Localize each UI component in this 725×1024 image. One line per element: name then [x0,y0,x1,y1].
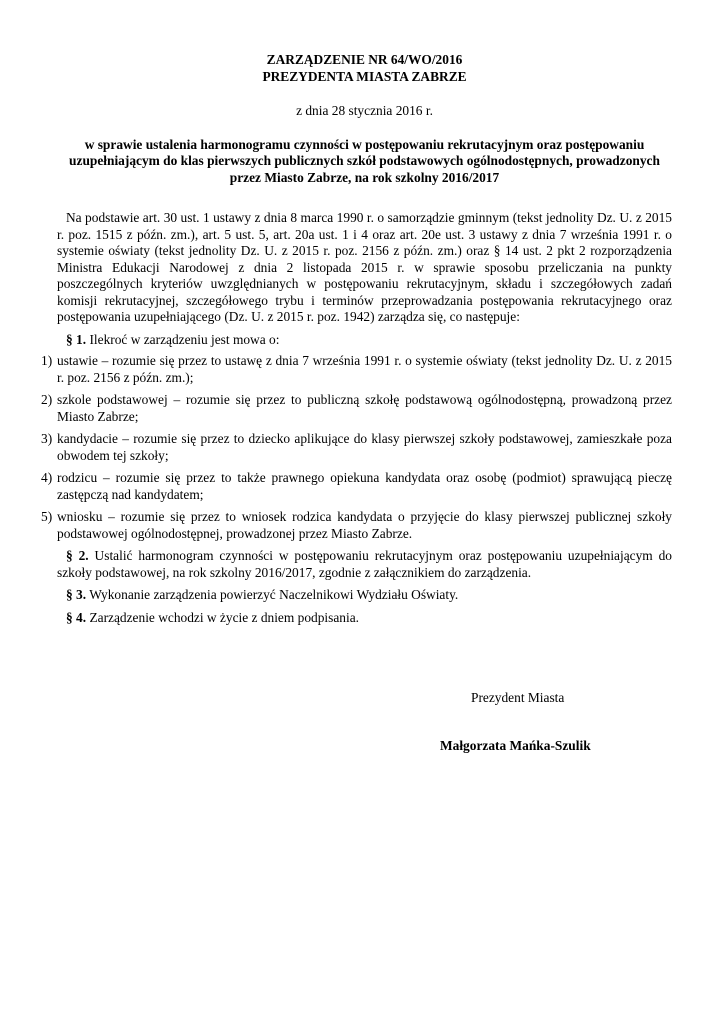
section-4-text: Zarządzenie wchodzi w życie z dniem podpisania. [86,609,359,625]
list-item-text: szkole podstawowej – rozumie się przez to publiczną szkołę podstawową ogólnodostępną, prowadzoną przez Miasto Zabrze; [57,392,672,424]
section-3-label: § 3. [66,587,87,602]
ordinance-number: ZARZĄDZENIE NR 64/WO/2016 [266,52,463,67]
section-2-text: Ustalić harmonogram czynności w postępowaniu rekrutacyjnym oraz postępowaniu uzupełniającym do szkoły podstawowej, na rok szkolny 2016/2017, zgodnie z załącznikiem do zarządzenia. [57,548,673,580]
section-4-label: § 4. [66,609,87,625]
list-item-text: wniosku – rozumie się przez to wniosek rodzica kandydata o przyjęcie do klasy pierwszej publicznej szkoły podstawowej ogólnodostępnej, prowadzonej przez Miasto Zabrze. [57,509,672,541]
document-body [41,52,673,626]
list-item-number: 1) [41,353,53,368]
section-1 [57,332,672,349]
signatory-name: Małgorzata Mańka-Szulik [440,738,591,753]
list-item-number: 5) [41,509,53,524]
document-header [57,52,672,120]
section-3-text: Wykonanie zarządzenia powierzyć Naczelnikowi Wydziału Oświaty. [86,587,459,602]
list-item [41,392,672,425]
list-item-number: 2) [41,392,53,407]
list-item [41,353,672,386]
section-1-text: Ilekroć w zarządzeniu jest mowa o: [86,331,280,347]
list-item-number: 4) [41,470,53,485]
list-item-number: 3) [41,431,53,446]
section-2 [57,548,672,581]
section-4 [57,610,672,627]
list-item [41,470,672,503]
list-item-text: ustawie – rozumie się przez to ustawę z dnia 7 września 1991 r. o systemie oświaty (tekst jednolity Dz. U. z 2015 r. poz. 2156 z późn. zm.); [57,353,672,385]
signatory-role: Prezydent Miasta [471,690,565,705]
list-item [41,509,672,542]
list-item [41,431,672,464]
definitions-list [41,353,672,542]
section-3 [57,587,672,604]
preamble: Na podstawie art. 30 ust. 1 ustawy z dnia 8 marca 1990 r. o samorządzie gminnym (tekst jednolity Dz. U. z 2015 r. poz. 1515 z późn. zm.), art. 5 ust. 5, art. 20a ust. 1 i 4 oraz art. 20e ust. 3 ustawy z dnia 7 września 1991 r. o systemie oświaty (tekst jednolity Dz. U. z 2015 r. poz. 2156 z późn. zm.) oraz § 14 ust. 2 pkt 2 rozporządzenia Ministra Edukacji Narodowej z dnia 2 listopada 2015 r. w sprawie sposobu przeliczania na punkty poszczególnych kryteriów uwzględnianych w postępowaniu rekrutacyjnym, składu i szczegółowych zadań komisji rekrutacyjnej, szczegółowego trybu i terminów przeprowadzania postępowania rekrutacyjnego oraz postępowania uzupełniającego (Dz. U. z 2015 r. poz. 1942) zarządza się, co następuje: [57,210,672,324]
ordinance-subject: w sprawie ustalenia harmonogramu czynności w postępowaniu rekrutacyjnym oraz postępowaniu uzupełniającym do klas pierwszych publicznych szkół podstawowych ogólnodostępnych, prowadzonych przez Miasto Zabrze, na rok szkolny 2016/2017 [69,136,660,185]
list-item-text: rodzicu – rozumie się przez to także prawnego opiekuna kandydata oraz osobę (podmiot) sprawującą pieczę zastępczą nad kandydatem; [57,470,672,502]
section-1-label: § 1. [66,331,87,347]
section-2-label: § 2. [66,548,89,563]
issuer-title: PREZYDENTA MIASTA ZABRZE [262,68,467,84]
issue-date: z dnia 28 stycznia 2016 r. [296,103,433,118]
list-item-text: kandydacie – rozumie się przez to dziecko aplikujące do klasy pierwszej szkoły podstawowej, zamieszkałe poza obwodem tej szkoły; [57,431,672,463]
